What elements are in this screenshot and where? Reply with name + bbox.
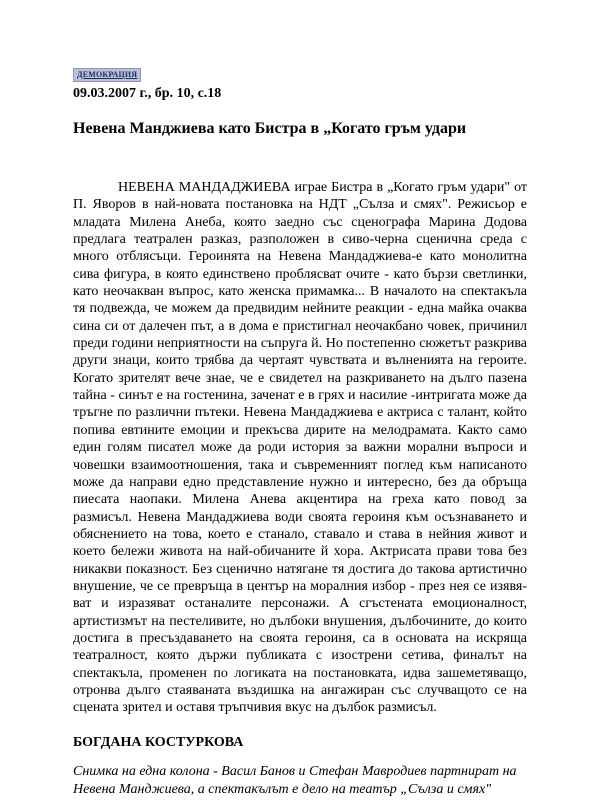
article-body: НЕВЕНА МАНДАДЖИЕВА играе Бистра в „Когато гръм удари" от П. Яворов в най-новата постановка на НДТ „Сълза и смях". Режисьор е младата Милена Анеба, която заедно със сценографа Марина Додова предлага театрален разказ, разположен в сиво-черна сценична среда с много отблясъци. Героинята на Невена Мандаджиева-е като монолитна сива фигура, в която единствено проблясват очите - като бързи светлинки, като неочакван въпрос, като женска примамка... В началото на спектакъла тя подвежда, че можем да предвидим нейните реакции - една майка очаква сина си от далечен път, а в дома е пристигнал неочакбано човек, причинил преди години неприятности на съпруга й. Но постепенно сюжетът разкрива други знаци, които трябва да чертаят чувствата и вълненията на героите. Когато зрителят вече знае, че е свидетел на разкриването на дълго пазена тайна - синът е на гостенина, заченат е в грях и насилие -интригата може да тръгне по различни пътеки. Невена Мандаджиева е актриса с талант, който попива евтините емоции и прекъсва дирите на мелодрамата. Както само един голям писател може да роди история за важни морални въпроси и човешки взаимоотношения, така и съвременният поглед към написаното може да направи едно представление нужно и интересно, без да обръща пиесата наопаки. Милена Анева акцентира на греха като повод за размисъл. Невена Мандаджиева води своята героиня към осъзнаването и обяснението на това, което е станало, ставало и става в нейния живот и което бележи живота на най-обичаните й хора. Актрисата прави това без никакви показност. Без сценично натягане тя достига до такова артистично внушение, че се превръща в център на моралния избор - през нея се изявя-ват и изразяват останалите персонажи. А сгъстената емоционалност, артистизмът на пестеливите, но дълбоки внушения, дълбочините, до които достига в пресъздаването на своята героиня, са в основата на искряща театралност, която държи публиката с изострени сетива, финалът на спектакъла, променен по логиката на постановката, идва зашеметяващо, отронва дълго стаяваната въздишка на ангажиран със случващото се на сцената зрител и оставя тръпчивия вкус на дълбок размисъл. — [73, 180, 527, 716]
document-page — [73, 64, 527, 799]
article-headline: Невена Манджиева като Бистра в „Когато гръм удари — [73, 120, 467, 137]
photo-caption: Снимка на една колона - Васил Банов и Стефан Мавродиев партнират на Невена Манджиева, а спектакълът е дело на театър „Сълза и смях" — [73, 763, 517, 797]
logo-text: ДЕМОКРАЦИЯ — [73, 68, 141, 82]
publication-logo — [73, 64, 527, 82]
dateline: 09.03.2007 г., бр. 10, с.18 — [73, 86, 222, 101]
article-author: БОГДАНА КОСТУРКОВА — [73, 734, 244, 750]
